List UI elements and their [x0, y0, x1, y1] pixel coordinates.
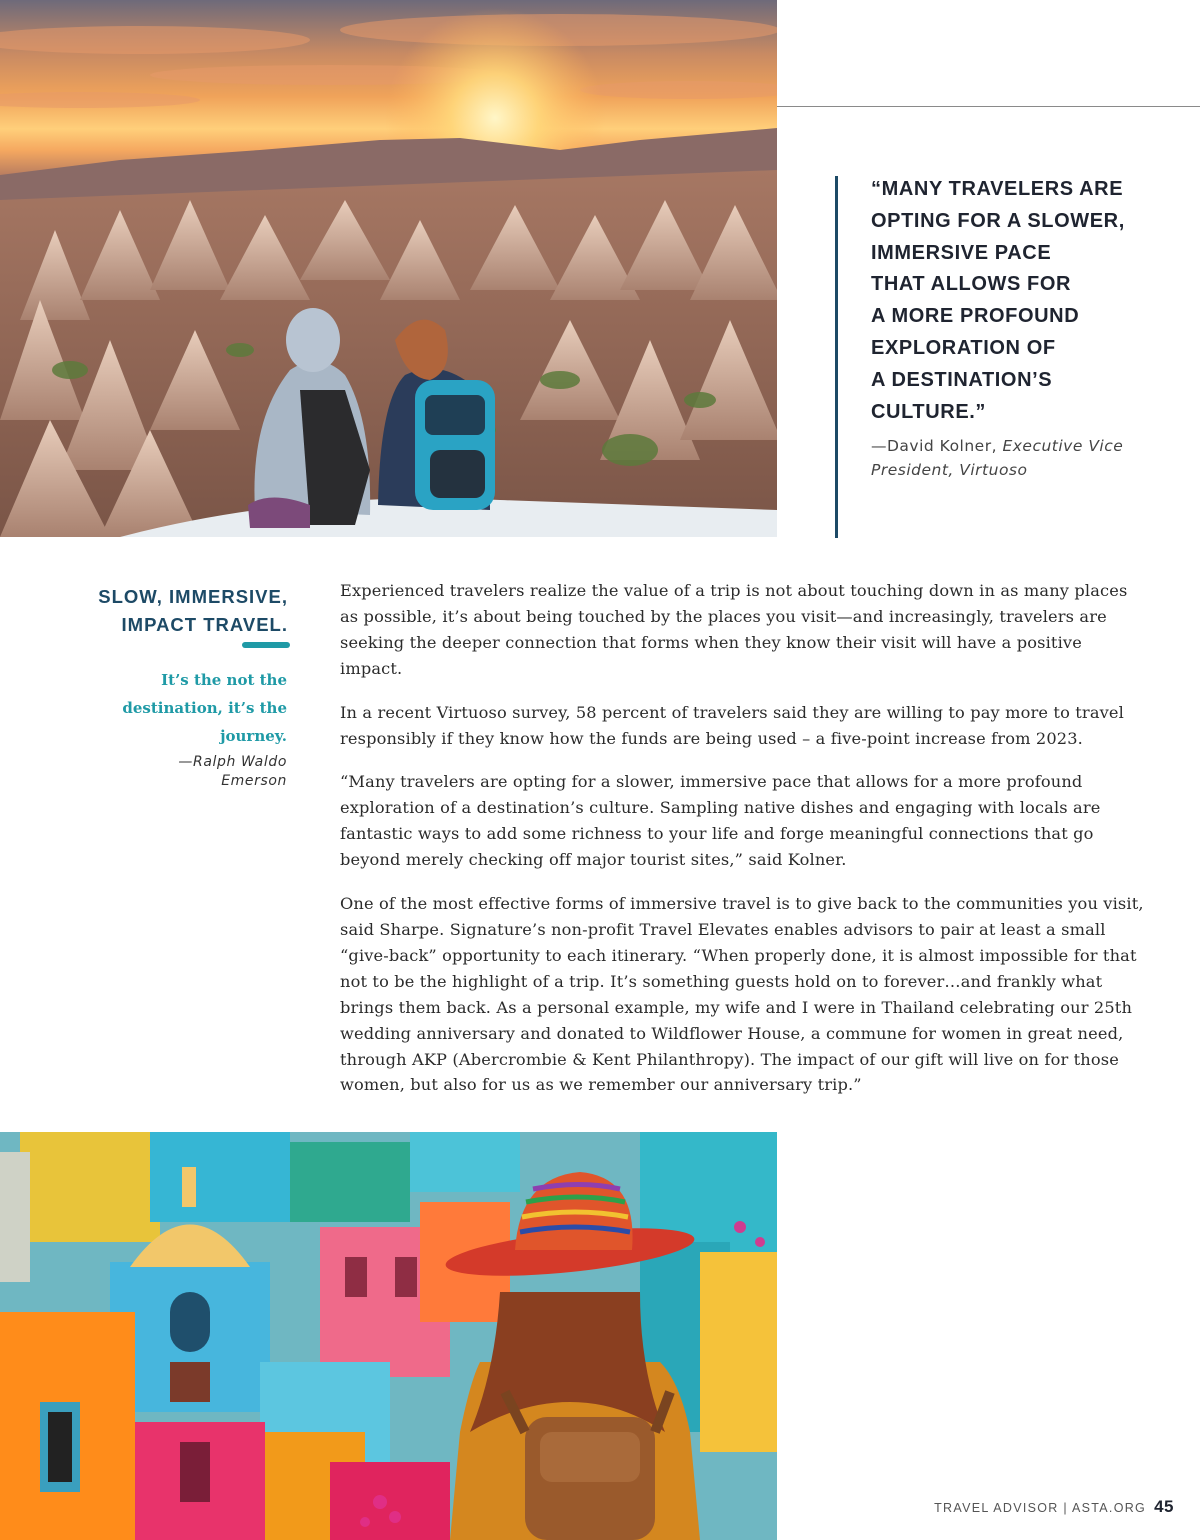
hero-photo-illustration — [0, 0, 777, 537]
pull-quote-line: “MANY TRAVELERS ARE — [871, 178, 1124, 200]
sidebar-quote-line: It’s the not the — [161, 671, 287, 689]
bottom-photo-illustration — [0, 1132, 777, 1540]
article-body — [340, 578, 1146, 1116]
pull-quote-line: A DESTINATION’S — [871, 368, 1053, 391]
hero-photo-sunset — [0, 0, 777, 537]
bottom-photo-town — [0, 1132, 777, 1540]
sidebar-heading-line: IMPACT TRAVEL. — [121, 614, 288, 635]
body-paragraph: One of the most effective forms of immersive travel is to give back to the communities you visit, said Sharpe. Signature’s non-profit Travel Elevates enables advisors to pair at least a small “give-back” opportunity to each itinerary. “When properly done, it is almost impossible for that not to be the highlight of a trip. It’s something guests hold on to forever…and frankly what brings them back. As a personal example, my wife and I were in Thailand celebrating our 25th wedding anniversary and donated to Wildflower House, a commune for women in great need, through AKP (Abercrombie & Kent Philanthropy). The impact of our gift will live on for those women, but also for us as we remember our anniversary trip.” — [340, 894, 1144, 1095]
body-paragraph: Experienced travelers realize the value of a trip is not about touching down in as many places as possible, it’s about being touched by the places you visit—and increasingly, travelers are seeking the deeper connection that forms when they know their visit will have a positive impact. — [340, 581, 1128, 678]
sidebar-quote-author — [40, 753, 287, 790]
pull-quote-line: THAT ALLOWS FOR — [871, 273, 1072, 296]
pull-quote-rule — [835, 176, 838, 538]
pull-quote-attribution — [871, 434, 1171, 482]
sidebar-quote — [40, 666, 287, 750]
attribution-name: —David Kolner, — [871, 437, 1003, 455]
pull-quote-line: CULTURE.” — [871, 400, 987, 423]
publication-name: TRAVEL ADVISOR | ASTA.ORG — [934, 1501, 1147, 1515]
top-horizontal-rule — [777, 106, 1200, 107]
sidebar-heading-line: SLOW, IMMERSIVE, — [98, 586, 288, 607]
body-paragraph: In a recent Virtuoso survey, 58 percent of travelers said they are willing to pay more to travel responsibly if they know how the funds are being used – a five-point increase from 2023. — [340, 702, 1124, 748]
sidebar-quote-line: destination, it’s the — [122, 699, 287, 717]
sidebar-accent-bar — [242, 642, 290, 648]
sidebar-quote-line: journey. — [220, 727, 287, 745]
page-footer — [934, 1497, 1174, 1517]
page-number: 45 — [1154, 1497, 1174, 1516]
body-paragraph: “Many travelers are opting for a slower, immersive pace that allows for a more profound exploration of a destination’s culture. Sampling native dishes and engaging with locals are fantastic ways to add some richness to your life and forge meaningful connections that go beyond merely checking off major tourist sites,” said Kolner. — [340, 772, 1101, 870]
pull-quote-line: OPTING FOR A SLOWER, — [871, 209, 1125, 232]
attribution-title: Executive Vice President, Virtuoso — [871, 437, 1124, 479]
pull-quote-line: EXPLORATION OF — [871, 336, 1056, 359]
sidebar-author-line: —Ralph Waldo — [178, 754, 287, 770]
pull-quote-line: IMMERSIVE PACE — [871, 241, 1052, 264]
sidebar-author-line: Emerson — [221, 772, 287, 789]
pull-quote — [871, 174, 1171, 428]
pull-quote-line: A MORE PROFOUND — [871, 305, 1080, 328]
sidebar-heading — [40, 583, 288, 639]
